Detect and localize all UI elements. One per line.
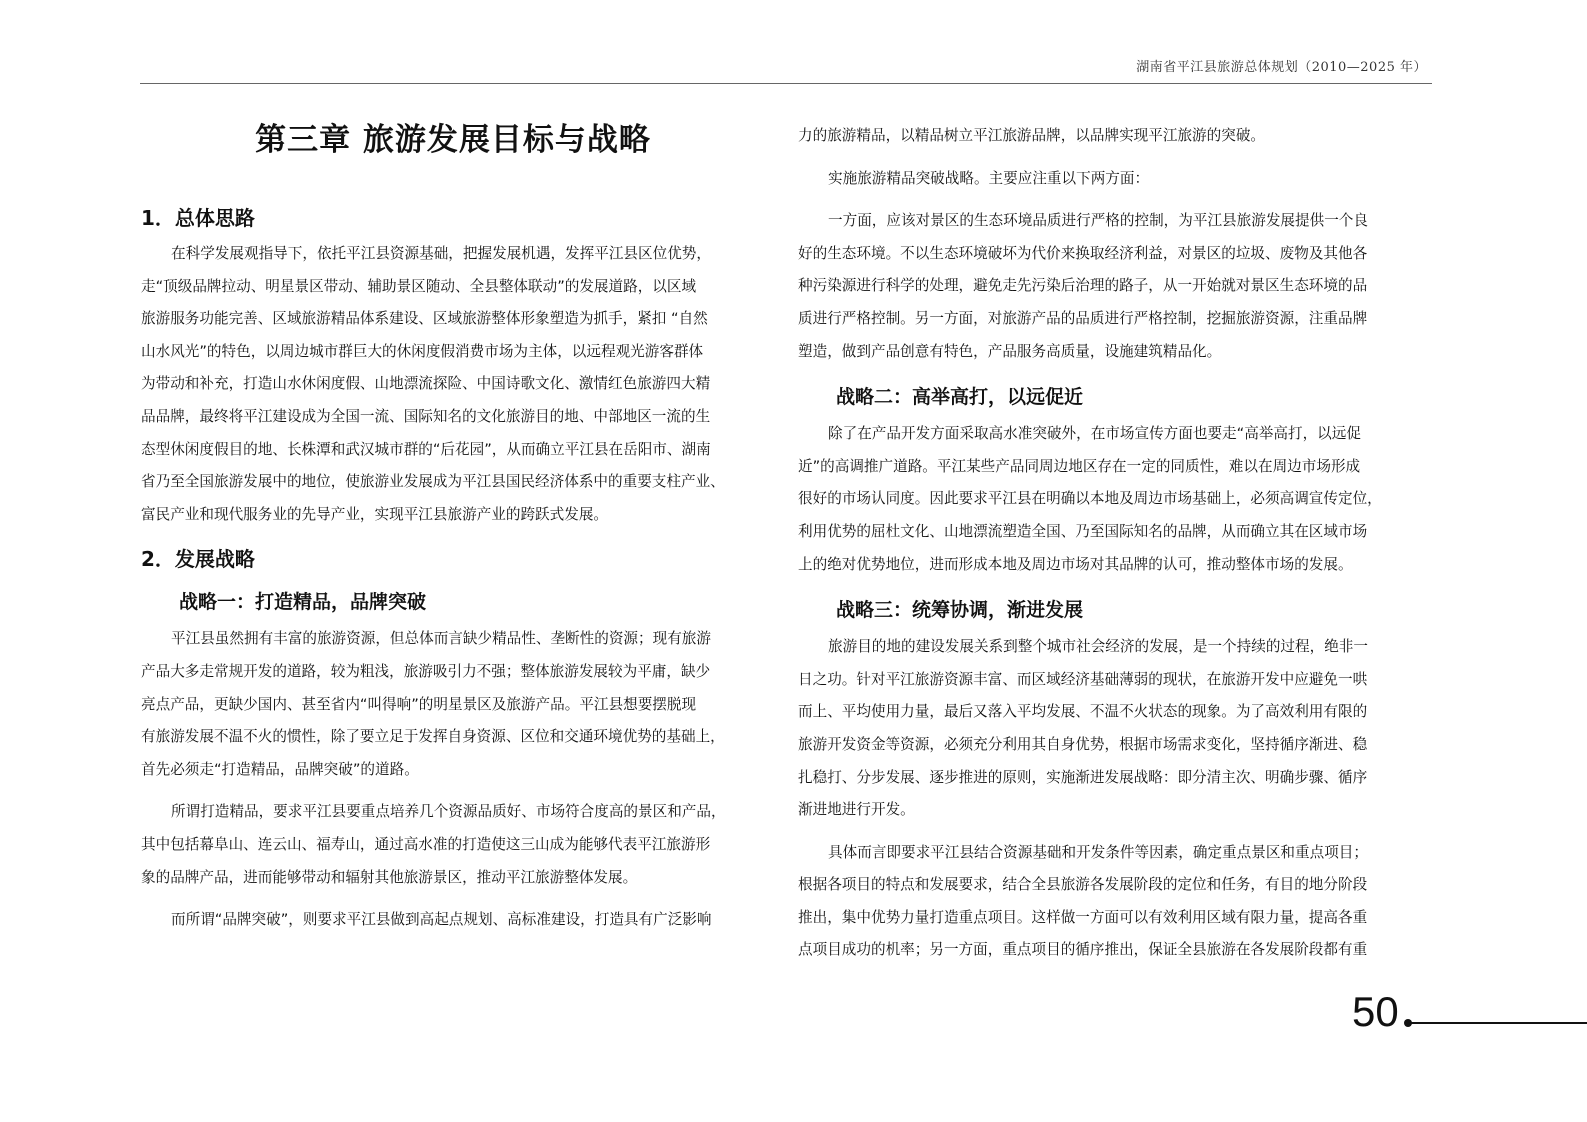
footer-rule — [1410, 1022, 1587, 1024]
strategy-three-heading: 战略三：统筹协调，渐进发展 — [836, 599, 1084, 622]
section-heading-overall-approach: 1．总体思路 — [141, 206, 255, 230]
text-line: 首先必须走“打造精品，品牌突破”的道路。 — [141, 760, 419, 778]
paragraph-strategy-one-brand — [141, 904, 765, 937]
text-line: 扎稳打、分步发展、逐步推进的原则，实施渐进发展战略：即分清主次、明确步骤、循序 — [798, 768, 1368, 786]
paragraph-strategy-three-detail — [798, 837, 1422, 967]
paragraph-continued — [798, 120, 1422, 153]
paragraph-implementation — [798, 163, 1422, 196]
paragraph-strategy-one-quality — [141, 796, 765, 894]
text-line: 旅游目的地的建设发展关系到整个城市社会经济的发展，是一个持续的过程，绝非一 — [828, 638, 1368, 656]
text-line: 具体而言即要求平江县结合资源基础和开发条件等因素，确定重点景区和重点项目； — [828, 843, 1368, 861]
paragraph-strategy-one-intro — [141, 623, 765, 786]
chapter-title: 第三章 旅游发展目标与战略 — [255, 122, 651, 158]
text-line: 态型休闲度假目的地、长株潭和武汉城市群的“后花园”，从而确立平江县在岳阳市、湖南 — [141, 440, 711, 458]
text-line: 为带动和补充，打造山水休闲度假、山地漂流探险、中国诗歌文化、激情红色旅游四大精 — [141, 375, 711, 393]
text-line: 走“顶级品牌拉动、明星景区带动、辅助景区随动、全县整体联动”的发展道路，以区域 — [141, 277, 697, 295]
text-line: 旅游开发资金等资源，必须充分利用其自身优势，根据市场需求变化，坚持循序渐进、稳 — [798, 735, 1368, 753]
text-line: 日之功。针对平江旅游资源丰富、而区域经济基础薄弱的现状，在旅游开发中应避免一哄 — [798, 670, 1368, 688]
text-line: 山水风光”的特色，以周边城市群巨大的休闲度假消费市场为主体，以远程观光游客群体 — [141, 342, 704, 360]
text-line: 根据各项目的特点和发展要求，结合全县旅游各发展阶段的定位和任务，有目的地分阶段 — [798, 876, 1368, 894]
text-line: 种污染源进行科学的处理，避免走先污染后治理的路子，从一开始就对景区生态环境的品 — [798, 277, 1368, 295]
text-line: 上的绝对优势地位，进而形成本地及周边市场对其品牌的认可，推动整体市场的发展。 — [798, 555, 1353, 573]
text-line: 而所谓“品牌突破”，则要求平江县做到高起点规划、高标准建设，打造具有广泛影响 — [171, 911, 712, 929]
text-line: 好的生态环境。不以生态环境破坏为代价来换取经济利益，对景区的垃圾、废物及其他各 — [798, 244, 1368, 262]
strategy-one-heading: 战略一：打造精品，品牌突破 — [179, 591, 427, 614]
running-header-title: 湖南省平江县旅游总体规划（2010—2025 年） — [1136, 60, 1427, 75]
paragraph-two-aspects — [798, 205, 1422, 368]
text-line: 所谓打造精品，要求平江县要重点培养几个资源品质好、市场符合度高的景区和产品， — [171, 803, 726, 821]
text-line: 质进行严格控制。另一方面，对旅游产品的品质进行严格控制，挖掘旅游资源，注重品牌 — [798, 309, 1368, 327]
left-column — [141, 110, 765, 937]
paragraph-strategy-three-intro — [798, 631, 1422, 827]
paragraph-overall-approach — [141, 238, 765, 531]
text-line: 象的品牌产品，进而能够带动和辐射其他旅游景区，推动平江旅游整体发展。 — [141, 868, 638, 886]
text-line: 而上、平均使用力量，最后又落入平均发展、不温不火状态的现象。为了高效利用有限的 — [798, 703, 1368, 721]
right-column — [798, 120, 1422, 967]
header-rule — [140, 83, 1432, 84]
strategy-two-heading: 战略二：高举高打，以远促近 — [836, 386, 1084, 409]
text-line: 有旅游发展不温不火的惯性，除了要立足于发挥自身资源、区位和交通环境优势的基础上， — [141, 728, 725, 746]
text-line: 点项目成功的机率；另一方面，重点项目的循序推出，保证全县旅游在各发展阶段都有重 — [798, 941, 1368, 959]
text-line: 一方面，应该对景区的生态环境品质进行严格的控制，为平江县旅游发展提供一个良 — [828, 212, 1368, 230]
text-line: 亮点产品，更缺少国内、甚至省内“叫得响”的明星景区及旅游产品。平江县想要摆脱现 — [141, 695, 697, 713]
text-line: 推出，集中优势力量打造重点项目。这样做一方面可以有效利用区域有限力量，提高各重 — [798, 908, 1368, 926]
text-line: 旅游服务功能完善、区域旅游精品体系建设、区域旅游整体形象塑造为抓手，紧扣 “自然 — [141, 310, 708, 328]
text-line: 实施旅游精品突破战略。主要应注重以下两方面： — [828, 169, 1150, 187]
text-line: 富民产业和现代服务业的先导产业，实现平江县旅游产业的跨跃式发展。 — [141, 505, 609, 523]
text-line: 在科学发展观指导下，依托平江县资源基础，把握发展机遇，发挥平江县区位优势， — [171, 245, 711, 262]
text-line: 其中包括幕阜山、连云山、福寿山，通过高水准的打造使这三山成为能够代表平江旅游形 — [141, 835, 711, 853]
text-line: 除了在产品开发方面采取高水准突破外，在市场宣传方面也要走“高举高打，以远促 — [828, 425, 1361, 443]
text-line: 品品牌，最终将平江建设成为全国一流、国际知名的文化旅游目的地、中部地区一流的生 — [141, 407, 711, 425]
page-number: 50 — [1352, 988, 1399, 1035]
text-line: 产品大多走常规开发的道路，较为粗浅，旅游吸引力不强；整体旅游发展较为平庸，缺少 — [141, 662, 711, 680]
text-line: 力的旅游精品，以精品树立平江旅游品牌，以品牌实现平江旅游的突破。 — [798, 127, 1266, 144]
text-line: 利用优势的屈杜文化、山地漂流塑造全国、乃至国际知名的品牌，从而确立其在区域市场 — [798, 522, 1368, 540]
text-line: 很好的市场认同度。因此要求平江县在明确以本地及周边市场基础上，必须高调宣传定位， — [798, 490, 1382, 508]
section-heading-development-strategy: 2．发展战略 — [141, 547, 255, 572]
text-line: 塑造，做到产品创意有特色，产品服务高质量，设施建筑精品化。 — [798, 342, 1222, 360]
paragraph-strategy-two — [798, 418, 1422, 581]
text-line: 渐进地进行开发。 — [798, 801, 915, 819]
text-line: 平江县虽然拥有丰富的旅游资源，但总体而言缺少精品性、垄断性的资源；现有旅游 — [171, 630, 711, 648]
text-line: 省乃至全国旅游发展中的地位，使旅游业发展成为平江县国民经济体系中的重要支柱产业、 — [141, 473, 725, 491]
text-line: 近”的高调推广道路。平江某些产品同周边地区存在一定的同质性，难以在周边市场形成 — [798, 457, 1361, 475]
